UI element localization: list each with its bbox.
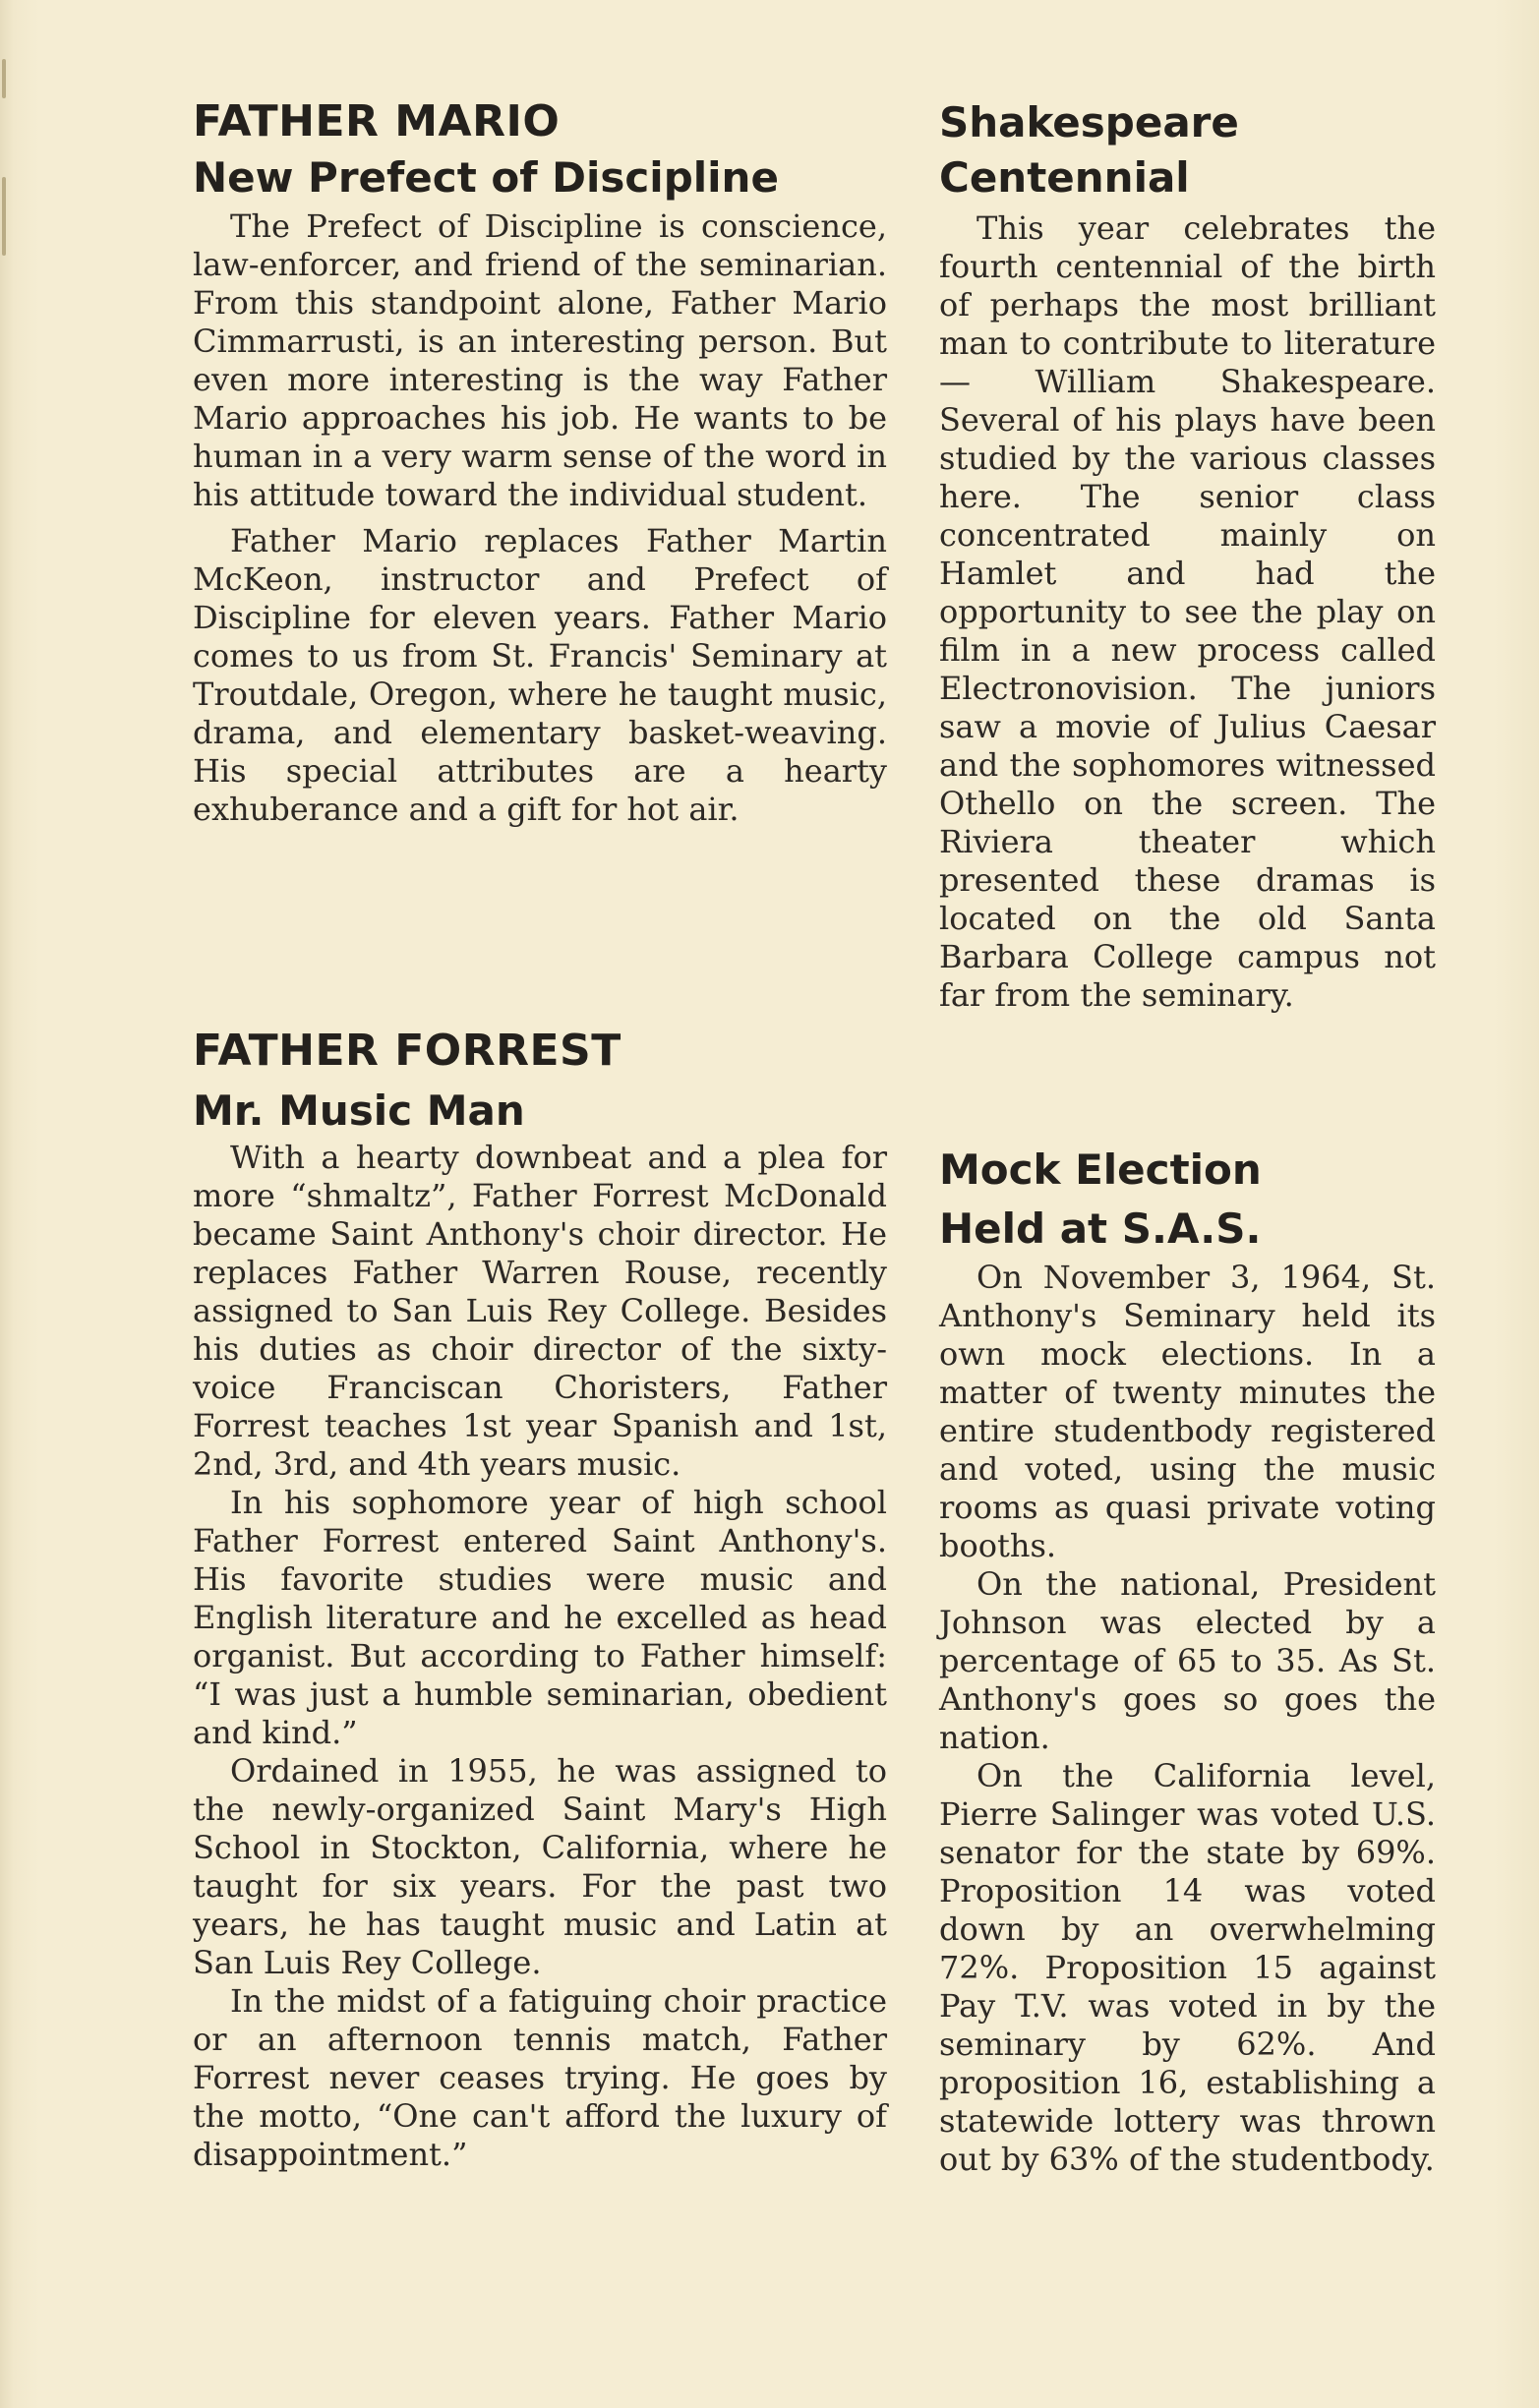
- article-paragraph: On the national, President Johnson was elected by a percentage of 65 to 35. As St. Anthony's goes so goes the nation.: [939, 1564, 1436, 1756]
- article-heading: FATHER FORREST: [193, 1026, 622, 1076]
- article-father-forrest: [193, 1028, 887, 2174]
- article-paragraph: The Prefect of Discipline is conscience, law-enforcer, and friend of the seminarian. From this standpoint alone, Father Mario Cimmarrusti, is an interesting person. But even more interesting is the way Father Mario approaches his job. He wants to be human in a very warm sense of the word in his attitude toward the individual student.: [193, 206, 887, 513]
- article-paragraph: In the midst of a fatiguing choir practice or an afternoon tennis match, Father Forrest never ceases trying. He goes by the motto, “One can't afford the luxury of disappointment.”: [193, 1981, 887, 2173]
- article-paragraph: Ordained in 1955, he was assigned to the newly-organized Saint Mary's High School in Stockton, California, where he taught for six years. For the past two years, he has taught music and Latin at San Luis Rey College.: [193, 1751, 887, 1981]
- article-heading-line: Held at S.A.S.: [939, 1204, 1262, 1254]
- article-paragraph: On the California level, Pierre Salinger was voted U.S. senator for the state by 69%. Proposition 14 was voted down by an overwhelming 72%. Proposition 15 against Pay T.V. was voted in by the seminary by 62%. And proposition 16, establishing a statewide lottery was thrown out by 63% of the studentbody.: [939, 1756, 1436, 2178]
- page-edge-mark: [2, 59, 6, 98]
- article-paragraph: On November 3, 1964, St. Anthony's Seminary held its own mock elections. In a matter of twenty minutes the entire studentbody registered and voted, using the music rooms as quasi private voting booths.: [939, 1258, 1436, 1564]
- article-father-mario: [193, 98, 887, 829]
- article-paragraph: Father Mario replaces Father Martin McKeon, instructor and Prefect of Discipline for eleven years. Father Mario comes to us from St. Francis' Seminary at Troutdale, Oregon, where he taught music, drama, and elementary basket-weaving. His special attributes are a hearty exhuberance and a gift for hot air.: [193, 521, 887, 828]
- article-shakespeare-centennial: [939, 98, 1436, 1015]
- article-heading-line: Mock Election: [939, 1145, 1262, 1194]
- page-edge-mark: [2, 226, 6, 256]
- article-paragraph: In his sophomore year of high school Father Forrest entered Saint Anthony's. His favorite studies were music and English literature and he excelled as head organist. But according to Father himself: “I was just a humble seminarian, obedient and kind.”: [193, 1483, 887, 1751]
- article-heading-line: Shakespeare: [939, 98, 1239, 147]
- article-paragraph: With a hearty downbeat and a plea for more “shmaltz”, Father Forrest McDonald became Saint Anthony's choir director. He replaces Father Warren Rouse, recently assigned to San Luis Rey College. Besides his duties as choir director of the sixty-voice Franciscan Choristers, Father Forrest teaches 1st year Spanish and 1st, 2nd, 3rd, and 4th years music.: [193, 1138, 887, 1483]
- article-paragraph: This year celebrates the fourth centennial of the birth of perhaps the most brilliant man to contribute to literature — William Shakespeare. Several of his plays have been studied by the various classes here. The senior class concentrated mainly on Hamlet and had the opportunity to see the play on film in a new process called Electronovision. The juniors saw a movie of Julius Caesar and the sophomores witnessed Othello on the screen. The Riviera theater which presented these dramas is located on the old Santa Barbara College campus not far from the seminary.: [939, 208, 1436, 1014]
- article-heading-line: Centennial: [939, 153, 1190, 203]
- article-mock-election: [939, 1145, 1436, 2179]
- article-subheading: New Prefect of Discipline: [193, 153, 779, 203]
- article-heading: FATHER MARIO: [193, 96, 561, 147]
- article-subheading: Mr. Music Man: [193, 1087, 525, 1136]
